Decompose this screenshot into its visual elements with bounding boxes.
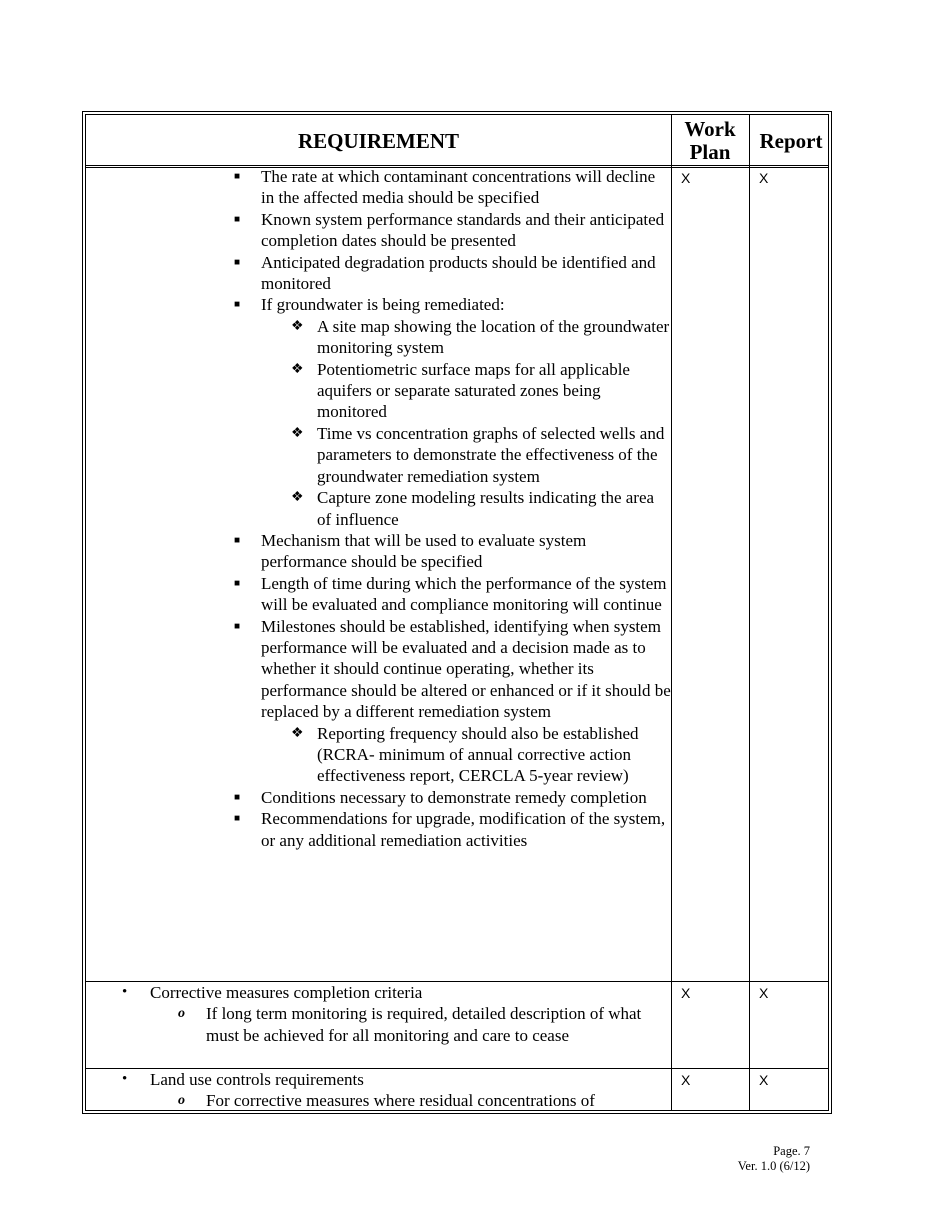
sub-list-item xyxy=(86,487,671,530)
diamond-bullet-icon: ❖ xyxy=(291,361,304,377)
section3-work-plan-mark: X xyxy=(681,1072,691,1088)
list-item-text: The rate at which contaminant concentrations will decline in the affected media should be specified xyxy=(261,167,656,208)
sub-list-item-text: If long term monitoring is required, detailed description of what must be achieved for all monitoring and care to cease xyxy=(206,1004,642,1045)
square-bullet-icon: ■ xyxy=(234,299,241,311)
sub-list-item-text: Time vs concentration graphs of selected wells and parameters to demonstrate the effectiveness of the groundwater remediation system xyxy=(317,423,665,486)
list-item xyxy=(86,530,671,573)
section2-requirement-cell xyxy=(86,982,671,1046)
page-number: Page. 7 xyxy=(773,1144,810,1158)
section1-report-mark: X xyxy=(759,170,769,186)
list-item-text: Milestones should be established, identifying when system performance will be evaluated and a decision made as to whether it should continue operating, whether its performance should be altered or enhanced or if it should be replaced by a different remediation system xyxy=(261,616,671,722)
sub-list-item xyxy=(86,1003,671,1046)
sub-list-item xyxy=(86,359,671,423)
section3-requirement-cell xyxy=(86,1069,671,1112)
list-item xyxy=(86,1069,671,1090)
square-bullet-icon: ■ xyxy=(234,171,241,182)
version-label: Ver. 1.0 (6/12) xyxy=(737,1159,810,1173)
header-report: Report xyxy=(759,128,823,153)
list-item xyxy=(86,252,671,295)
sub-list-item xyxy=(86,1090,671,1111)
diamond-bullet-icon: ❖ xyxy=(291,425,304,441)
section1-work-plan-mark: X xyxy=(681,170,691,186)
diamond-bullet-icon: ❖ xyxy=(291,490,304,506)
sub-list-item-text: Reporting frequency should also be established (RCRA- minimum of annual corrective action effectiveness report, CERCLA 5-year review) xyxy=(317,723,639,786)
list-item-text: If groundwater is being remediated: xyxy=(261,295,505,315)
column-divider xyxy=(671,115,672,1110)
list-item xyxy=(86,787,671,808)
sub-list-item xyxy=(86,423,671,487)
square-bullet-icon: ■ xyxy=(234,256,241,268)
list-item-text: Length of time during which the performance of the system will be evaluated and compliance monitoring will continue xyxy=(261,573,667,615)
section2-work-plan-mark: X xyxy=(681,985,691,1001)
header-work-plan-line1: Work xyxy=(684,117,736,141)
square-bullet-icon: ■ xyxy=(234,534,241,546)
sub-list-item-text: For corrective measures where residual concentrations of xyxy=(206,1091,595,1111)
list-item-text: Mechanism that will be used to evaluate system performance should be specified xyxy=(261,530,587,572)
column-divider xyxy=(749,115,750,1110)
sub-list-item-text: Potentiometric surface maps for all applicable aquifers or separate saturated zones being monitored xyxy=(317,359,630,422)
square-bullet-icon: ■ xyxy=(234,620,241,632)
list-item-text: Corrective measures completion criteria xyxy=(150,983,423,1002)
sub-list-item-text: A site map showing the location of the groundwater monitoring system xyxy=(317,316,670,358)
list-item-text: Recommendations for upgrade, modification of the system, or any additional remediation activities xyxy=(261,809,666,850)
round-bullet-icon: • xyxy=(122,1071,128,1087)
requirements-table-inner xyxy=(85,114,829,1111)
list-item-text: Conditions necessary to demonstrate remedy completion xyxy=(261,787,647,807)
list-item xyxy=(86,982,671,1003)
section2-report-mark: X xyxy=(759,985,769,1001)
list-item xyxy=(86,616,671,723)
sub-list-item xyxy=(86,723,671,787)
section1-requirement-cell xyxy=(86,166,671,851)
square-bullet-icon: ■ xyxy=(234,813,241,825)
square-bullet-icon: ■ xyxy=(234,213,241,225)
diamond-bullet-icon: ❖ xyxy=(291,725,304,741)
requirements-table xyxy=(82,111,832,1114)
list-item xyxy=(86,808,671,851)
sub-list-item xyxy=(86,316,671,359)
section3-report-mark: X xyxy=(759,1072,769,1088)
list-item xyxy=(86,209,671,252)
circle-bullet-icon: o xyxy=(178,1006,185,1022)
square-bullet-icon: ■ xyxy=(234,577,241,589)
list-item-text: Land use controls requirements xyxy=(150,1070,364,1089)
page-footer xyxy=(738,1144,810,1174)
list-item-text: Anticipated degradation products should be identified and monitored xyxy=(261,252,656,294)
sub-list-item-text: Capture zone modeling results indicating the area of influence xyxy=(317,488,655,529)
header-requirement: REQUIREMENT xyxy=(297,128,460,153)
square-bullet-icon: ■ xyxy=(234,791,241,803)
circle-bullet-icon: o xyxy=(178,1093,185,1109)
list-item-text: Known system performance standards and their anticipated completion dates should be presented xyxy=(261,209,665,251)
header-work-plan-line2: Plan xyxy=(689,140,731,164)
round-bullet-icon: • xyxy=(122,984,128,1000)
list-item xyxy=(86,573,671,616)
diamond-bullet-icon: ❖ xyxy=(291,318,304,334)
header-work-plan xyxy=(672,115,748,167)
list-item xyxy=(86,166,671,209)
list-item xyxy=(86,294,671,315)
